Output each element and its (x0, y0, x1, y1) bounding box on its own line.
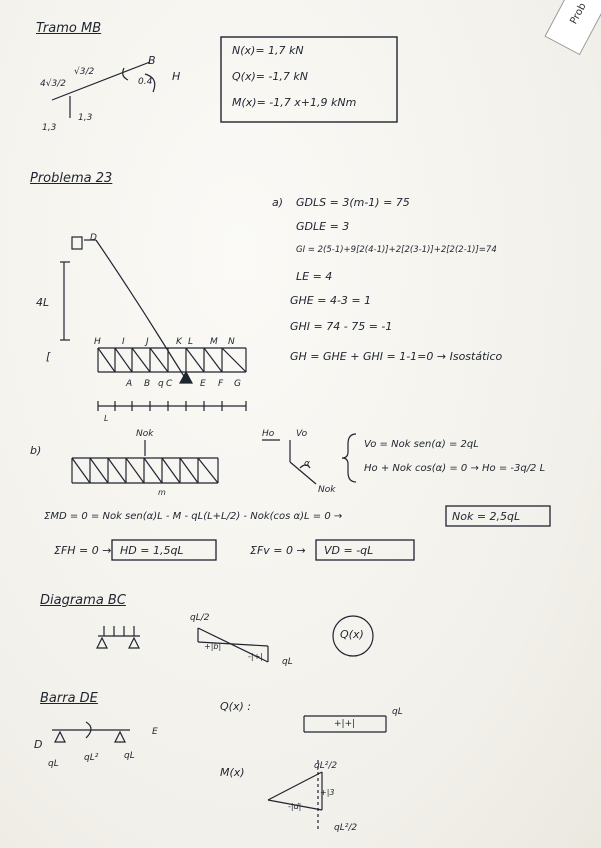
gh-line: GH = GHE + GHI = 1-1=0 → Isostático (290, 350, 503, 363)
tramo-left-value: 1,3 (42, 123, 57, 133)
barra-qx: Q(x) : (220, 700, 251, 713)
tramo-right-value: 1,3 (78, 113, 93, 123)
barra-box-value: +|+| (334, 719, 356, 729)
eq-moment-result: Nok = 2,5qL (452, 510, 521, 523)
ghi-line: GHI = 74 - 75 = -1 (290, 320, 393, 333)
bottom-node-c: C (166, 379, 173, 389)
tramo-node-b: B (148, 54, 156, 67)
eq-horizontal: ΣFH = 0 → (54, 544, 112, 557)
diagram-plus: +|b| (204, 642, 222, 651)
bottom-node-g: G (234, 379, 241, 389)
barra-m-top: qL²/2 (314, 761, 338, 771)
height-label: 4L (36, 296, 50, 309)
diagram-minus: -|+| (248, 652, 263, 661)
brace-line-2: Ho + Nok cos(α) = 0 → Ho = -3q/2 L (364, 463, 546, 474)
ghe-line: GHE = 4-3 = 1 (290, 294, 372, 307)
top-node-k: K (176, 337, 182, 347)
tramo-mid-force: √3/2 (74, 67, 95, 77)
eq-vertical-result: VD = -qL (324, 544, 374, 557)
part-a-label: a) (272, 196, 284, 209)
diagram-bottom-label: qL (282, 657, 293, 667)
top-node-m: M (210, 337, 218, 347)
barra-mx: M(x) (220, 766, 245, 779)
spacing-label: L (104, 414, 109, 423)
barra-r1: qL (48, 759, 59, 769)
eq-horizontal-result: HD = 1,5qL (120, 544, 184, 557)
barra-r2: qL² (84, 753, 99, 763)
bottom-node-f: F (218, 379, 224, 389)
side-mark: [ (46, 350, 51, 363)
barra-m-bottom: qL²/2 (334, 823, 358, 833)
top-node-l: L (188, 337, 194, 347)
m-label: m (158, 488, 166, 497)
tramo-moment-label: H (172, 70, 181, 83)
barra-heading: Barra DE (40, 691, 98, 706)
barra-m-minus: -|d| (288, 802, 302, 811)
tramo-left-force: 4√3/2 (40, 79, 66, 89)
tramo-eq-q: Q(x)= -1,7 kN (232, 70, 309, 83)
eq-vertical: ΣFv = 0 → (250, 544, 306, 557)
tramo-eq-m: M(x)= -1,7 x+1,9 kNm (232, 96, 357, 109)
barra-e: E (152, 727, 158, 737)
vo-label: Vo (296, 429, 308, 439)
gdle-line: GDLE = 3 (296, 220, 350, 233)
tramo-eq-n: N(x)= 1,7 kN (232, 44, 304, 57)
ho-label: Ho (262, 429, 275, 439)
brace-line-1: Vo = Nok sen(α) = 2qL (364, 439, 479, 450)
barra-box-right: qL (392, 707, 403, 717)
top-node-j: J (146, 337, 149, 347)
part-b-label: b) (30, 444, 42, 457)
nok-label: Nok (136, 429, 154, 439)
load-label: q (158, 379, 164, 389)
barra-d: D (34, 738, 43, 751)
top-node-i: I (122, 337, 125, 347)
diagram-qx: Q(x) (340, 628, 364, 641)
le-line: LE = 4 (296, 270, 333, 283)
top-node-h: H (94, 337, 101, 347)
gi-line: GI = 2(5-1)+9[2(4-1)]+2[2(3-1)]+2[2(2-1)]=74 (296, 245, 497, 255)
barra-m-plus: +|3 (320, 788, 335, 797)
tramo-heading: Tramo MB (36, 21, 102, 36)
corner-tag: Prob (544, 0, 601, 55)
top-node-n: N (228, 337, 235, 347)
nok2-label: Nok (318, 485, 336, 495)
diagrama-heading: Diagrama BC (40, 593, 126, 608)
alpha-label: α (304, 459, 310, 469)
cable-node-label: D (90, 233, 97, 243)
bottom-node-e: E (200, 379, 206, 389)
problema-heading: Problema 23 (30, 171, 113, 186)
diagram-top-label: qL/2 (190, 613, 210, 623)
barra-r3: qL (124, 751, 135, 761)
gdls-line: GDLS = 3(m-1) = 75 (296, 196, 410, 209)
eq-moment: ΣMD = 0 = Nok sen(α)L - M - qL(L+L/2) - Nok(cos α)L = 0 → (44, 511, 343, 522)
bottom-node-a: A (126, 379, 133, 389)
tramo-moment-value: 0.4 (138, 77, 153, 87)
bottom-node-b: B (144, 379, 151, 389)
